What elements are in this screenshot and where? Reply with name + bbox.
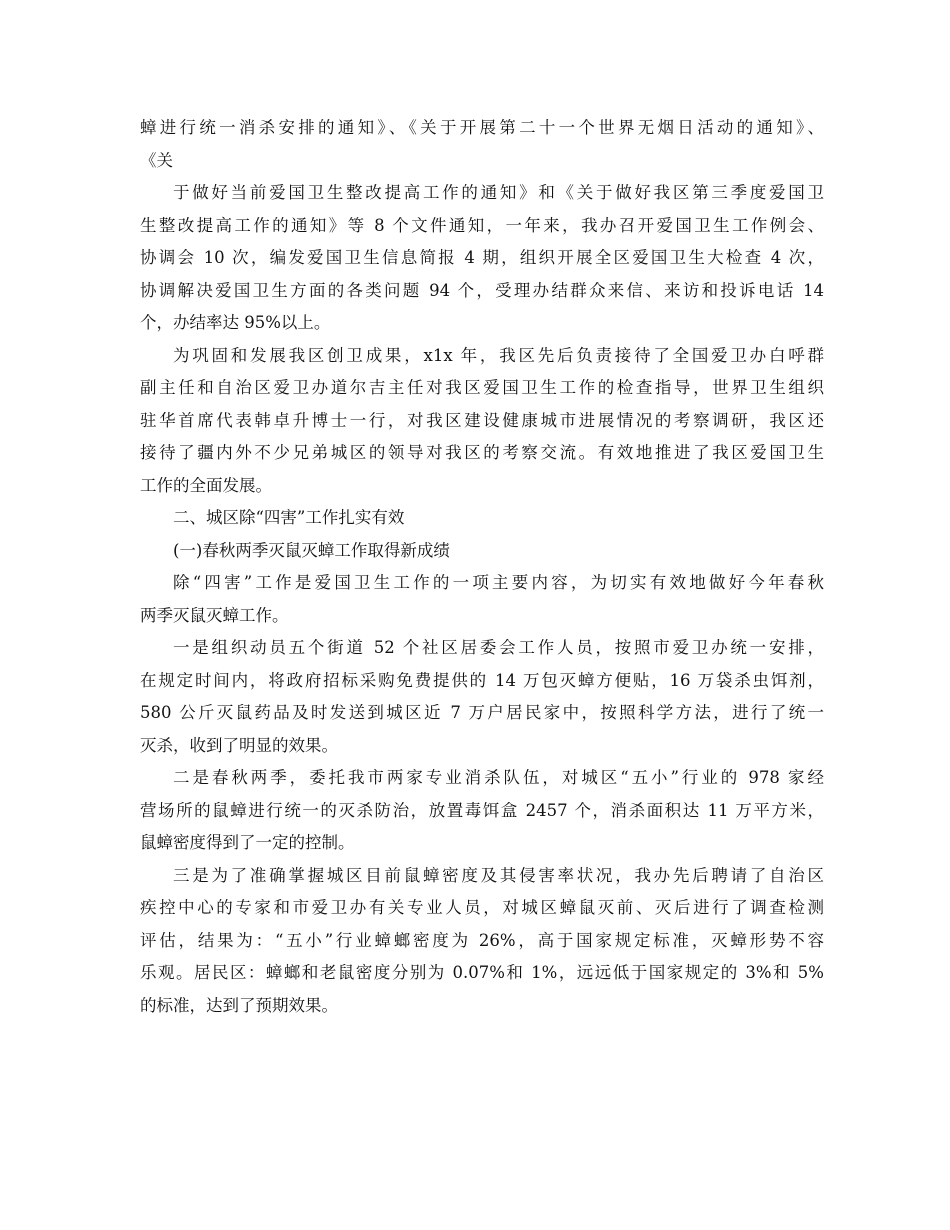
paragraph-line: 乐观。居民区：蟑螂和老鼠密度分别为 0.07%和 1%，远远低于国家规定的 3%和 5% xyxy=(140,963,824,982)
paragraph-line: 生整改提高工作的通知》等 8 个文件通知，一年来，我办召开爱国卫生工作例会、 xyxy=(140,215,824,235)
paragraph-line: 的标准，达到了预期效果。 xyxy=(140,995,338,1015)
paragraph-line: 灭杀，收到了明显的效果。 xyxy=(140,735,338,755)
paragraph-line: 评估，结果为：“五小”行业蟑螂密度为 26%，高于国家规定标准，灭蟑形势不容 xyxy=(140,930,824,950)
paragraph-line: 二、城区除“四害”工作扎实有效 xyxy=(173,508,405,527)
paragraph-line: 《关 xyxy=(140,150,173,170)
paragraph-line: 580 公斤灭鼠药品及时发送到城区近 7 万户居民家中，按照科学方法，进行了统一 xyxy=(140,703,824,722)
paragraph-line: 一是组织动员五个街道 52 个社区居委会工作人员，按照市爱卫办统一安排， xyxy=(173,638,824,657)
paragraph-line: 疾控中心的专家和市爱卫办有关专业人员，对城区蟑鼠灭前、灭后进行了调查检测 xyxy=(140,898,824,917)
paragraph-line: 为巩固和发展我区创卫成果，x1x 年，我区先后负责接待了全国爱卫办白呼群 xyxy=(173,345,824,365)
paragraph-line: 二是春秋两季，委托我市两家专业消杀队伍，对城区“五小”行业的 978 家经 xyxy=(173,768,824,787)
paragraph-line: 协调会 10 次，编发爱国卫生信息简报 4 期，组织开展全区爱国卫生大检查 4 次， xyxy=(140,248,824,267)
paragraph-line: 副主任和自治区爱卫办道尔吉主任对我区爱国卫生工作的检查指导，世界卫生组织 xyxy=(140,378,824,397)
paragraph-line: 工作的全面发展。 xyxy=(140,475,272,495)
paragraph-line: 接待了疆内外不少兄弟城区的领导对我区的考察交流。有效地推进了我区爱国卫生 xyxy=(140,443,824,462)
paragraph-line: 蟑进行统一消杀安排的通知》、《关于开展第二十一个世界无烟日活动的通知》、 xyxy=(140,118,824,137)
paragraph-line: 个，办结率达 95%以上。 xyxy=(140,313,331,332)
paragraph-line: 于做好当前爱国卫生整改提高工作的通知》和《关于做好我区第三季度爱国卫 xyxy=(173,183,824,202)
paragraph-line: 三是为了准确掌握城区目前鼠蟑密度及其侵害率状况，我办先后聘请了自治区 xyxy=(173,865,824,885)
document-body xyxy=(140,112,824,1022)
paragraph-line: 营场所的鼠蟑进行统一的灭杀防治，放置毒饵盒 2457 个，消杀面积达 11 万平方米， xyxy=(140,800,824,820)
paragraph-line: 除“四害”工作是爱国卫生工作的一项主要内容，为切实有效地做好今年春秋 xyxy=(173,573,824,592)
paragraph-line: 驻华首席代表韩卓升博士一行，对我区建设健康城市进展情况的考察调研，我区还 xyxy=(140,410,824,430)
paragraph-line: 鼠蟑密度得到了一定的控制。 xyxy=(140,833,355,852)
paragraph-line: 协调解决爱国卫生方面的各类问题 94 个，受理办结群众来信、来访和投诉电话 14 xyxy=(140,280,824,300)
paragraph-line: 两季灭鼠灭蟑工作。 xyxy=(140,605,289,625)
paragraph-line: (一)春秋两季灭鼠灭蟑工作取得新成绩 xyxy=(173,540,450,560)
paragraph-line: 在规定时间内，将政府招标采购免费提供的 14 万包灭蟑方便贴，16 万袋杀虫饵剂， xyxy=(140,670,824,690)
